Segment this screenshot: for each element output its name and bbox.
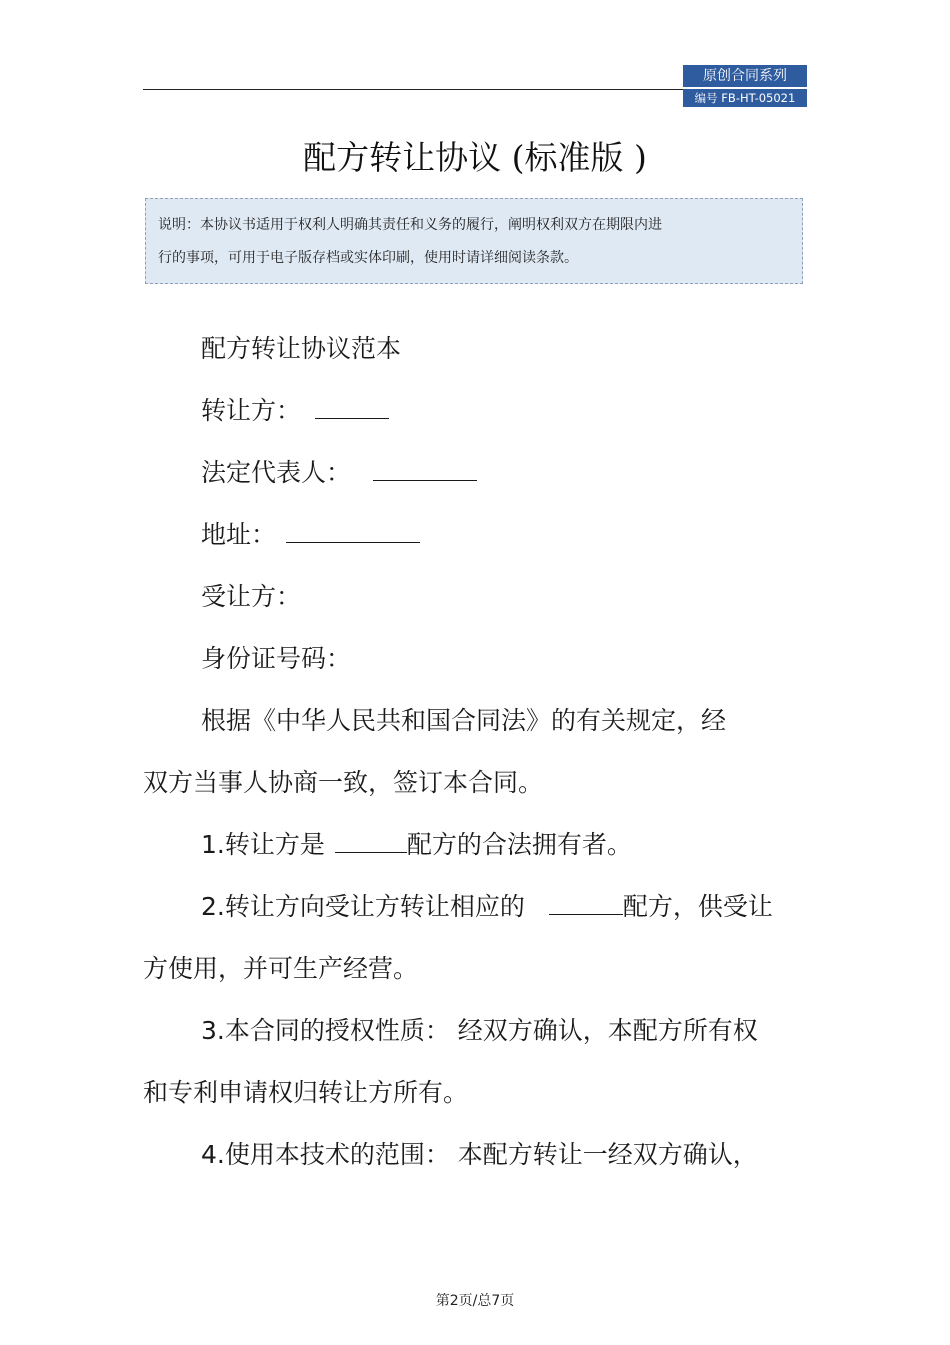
legal-rep-label: 法定代表人：	[201, 458, 352, 487]
legal-rep-line	[143, 442, 805, 504]
clause-3-line-2: 和专利申请权归转让方所有。	[143, 1078, 469, 1107]
clause-1-blank[interactable]	[335, 830, 407, 853]
contract-body	[143, 318, 805, 1186]
address-label: 地址：	[201, 520, 277, 549]
clause-1-end: 配方的合法拥有者。	[406, 830, 632, 859]
page-number: 第2页/总7页	[435, 1293, 515, 1309]
clause-1	[143, 814, 805, 876]
transferor-blank[interactable]	[315, 396, 389, 419]
transferor-label: 转让方：	[201, 396, 302, 425]
document-code-badge: 编号 FB-HT-05021	[683, 89, 807, 107]
transferee-label: 受让方：	[201, 582, 302, 611]
clause-3-line-1: 3.本合同的授权性质： 经双方确认，本配方所有权	[201, 1016, 758, 1045]
address-line	[143, 504, 805, 566]
document-title: 配方转让协议 (标准版 )	[303, 138, 647, 177]
template-heading: 配方转让协议范本	[201, 334, 402, 363]
clause-2-blank[interactable]	[549, 892, 623, 915]
clause-2-start: 2.转让方向受让方转让相应的	[201, 892, 525, 921]
header-rule	[143, 89, 683, 90]
usage-note-line-1: 说明：本协议书适用于权利人明确其责任和义务的履行，阐明权利双方在期限内进	[158, 217, 662, 233]
clause-2-line-2: 方使用，并可生产经营。	[143, 954, 419, 983]
id-number-label: 身份证号码：	[201, 644, 352, 673]
transferor-line	[143, 380, 805, 442]
intro-paragraph-line-2: 双方当事人协商一致，签订本合同。	[143, 768, 544, 797]
address-blank[interactable]	[286, 520, 420, 543]
usage-note-box	[145, 198, 803, 284]
series-badge: 原创合同系列	[683, 65, 807, 87]
clause-2-end: 配方，供受让	[622, 892, 773, 921]
clause-1-start: 1.转让方是	[201, 830, 325, 859]
clause-4-line-1: 4.使用本技术的范围： 本配方转让一经双方确认，	[201, 1140, 758, 1169]
intro-paragraph-line-1: 根据《中华人民共和国合同法》的有关规定，经	[201, 706, 727, 735]
clause-2-line-1	[143, 876, 805, 938]
usage-note-line-2: 行的事项，可用于电子版存档或实体印刷，使用时请详细阅读条款。	[158, 250, 578, 266]
legal-rep-blank[interactable]	[373, 458, 477, 481]
